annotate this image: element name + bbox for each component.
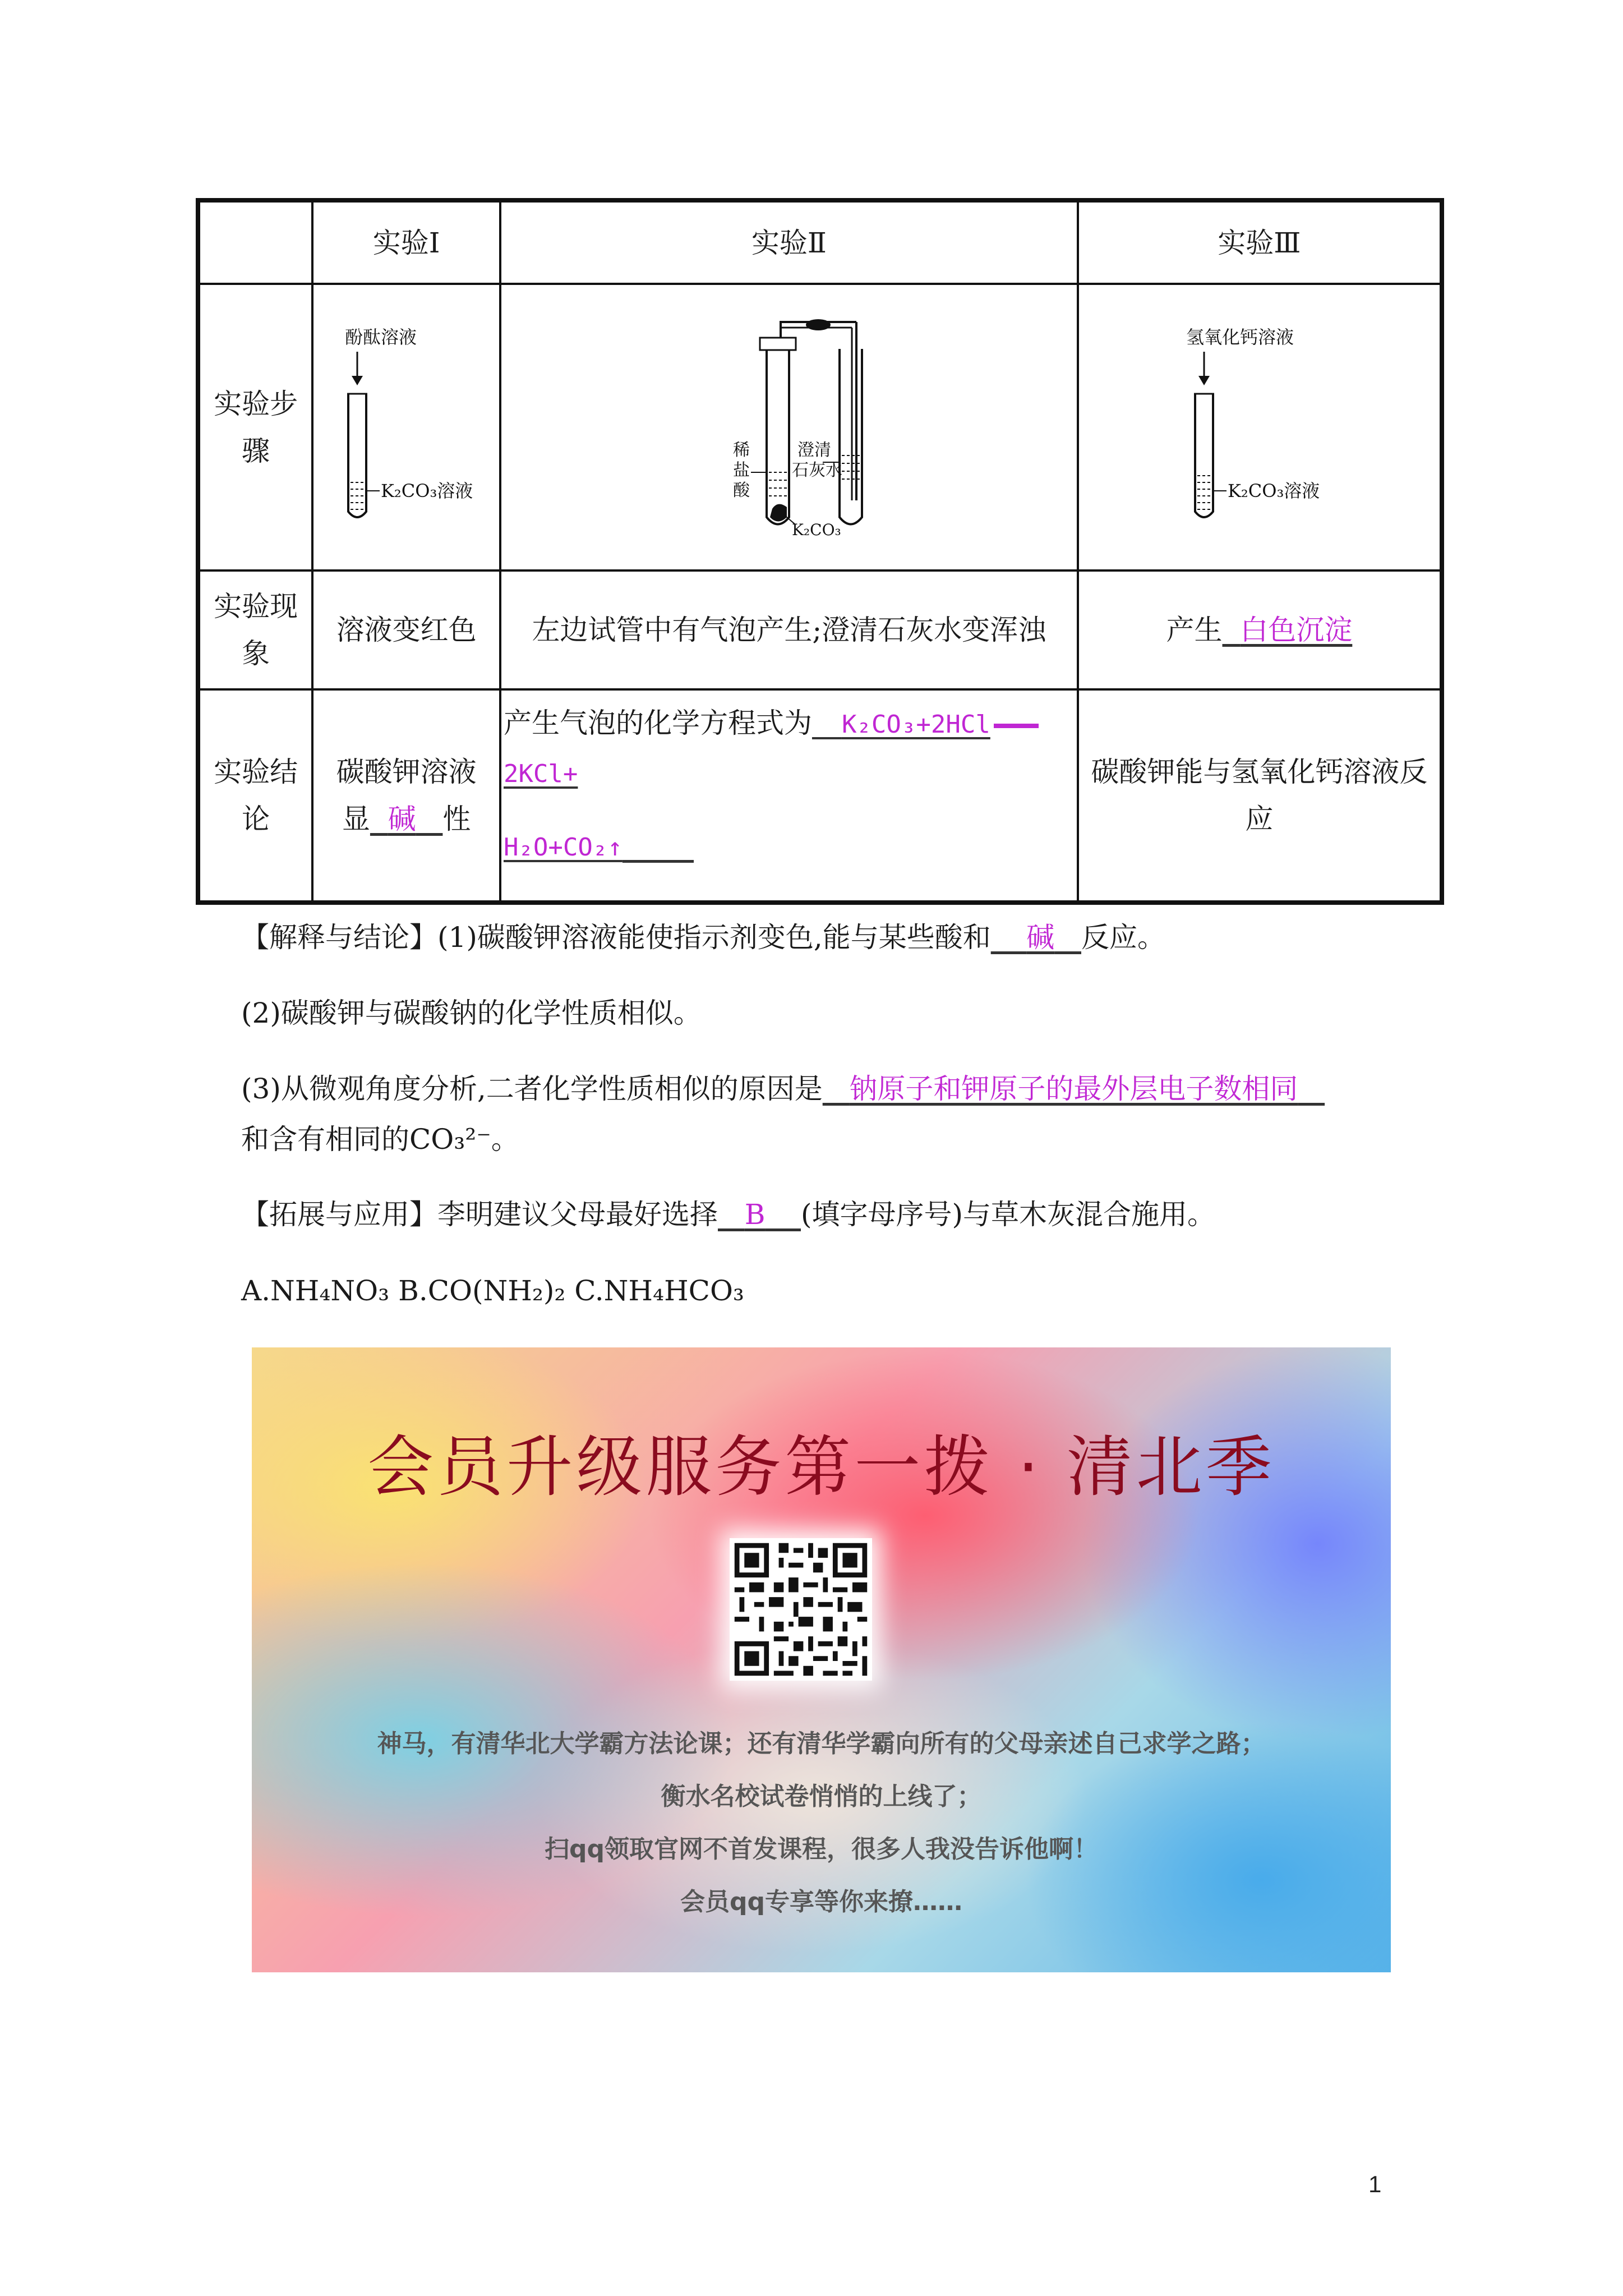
equals-sign-bar — [994, 724, 1039, 728]
paragraph-explanation-3-line2 — [241, 1120, 519, 1159]
paragraph-explanation-2: (2)碳酸钾与碳酸钠的化学性质相似。 — [241, 997, 702, 1029]
paragraph-explanation-3 — [241, 1069, 1325, 1108]
row-label-steps-text: 实验步骤 — [214, 387, 298, 467]
p1-suffix: 反应。 — [1081, 921, 1165, 954]
equation-line-3 — [504, 821, 1075, 872]
answer-base — [991, 921, 1081, 954]
figure-label-reagent: 酚酞溶液 — [344, 326, 417, 348]
header-exp1: 实验Ⅰ — [312, 200, 500, 284]
answer-choice — [718, 1198, 801, 1231]
answer-white-precipitate — [1223, 614, 1353, 646]
figure-label-acid: 稀盐酸 — [732, 440, 750, 500]
conclusion-exp2 — [500, 689, 1078, 903]
conclusion-exp1-line1: 碳酸钾溶液 — [336, 756, 477, 788]
conclusion-exp1-suffix: 性 — [442, 803, 471, 835]
header-empty — [198, 200, 312, 284]
figure-label-limewater: 澄清石灰水 — [791, 440, 842, 480]
conclusion-exp3: 碳酸钾能与氢氧化钙溶液反应 — [1078, 689, 1442, 903]
row-label-phenomena — [198, 570, 312, 689]
test-tube-phenolphthalein-figure — [322, 321, 491, 534]
banner-line: 衡水名校试卷悄悄的上线了； — [661, 1782, 982, 1811]
table-row-steps — [198, 284, 1442, 570]
p3-line2: 和含有相同的 — [241, 1123, 409, 1156]
table-header-row — [198, 200, 1442, 284]
answer-equation-part2: 2KCl+ — [503, 760, 578, 788]
figure-label-solution: K₂CO₃溶液 — [380, 480, 473, 501]
equation-line-1 — [504, 698, 1075, 749]
promo-banner[interactable] — [252, 1347, 1391, 1972]
figure-cell-exp2 — [500, 284, 1078, 570]
phenomenon-exp3-prefix: 产生 — [1166, 614, 1223, 646]
row-label-phenomena-text: 实验现象 — [214, 590, 298, 670]
answer-outer-electrons-text: 钠原子和钾原子的最外层电子数相同 — [849, 1073, 1298, 1105]
figure-label-solution3: K₂CO₃溶液 — [1228, 480, 1320, 501]
figure-label-reagent3: 氢氧化钙溶液 — [1186, 326, 1294, 348]
conclusion-exp2-prefix: 产生气泡的化学方程式为 — [503, 707, 812, 739]
p3-prefix: (3)从微观角度分析,二者化学性质相似的原因是 — [241, 1073, 823, 1105]
paragraph-explanation-1 — [241, 918, 1165, 957]
gas-generation-apparatus-figure — [688, 315, 890, 540]
phenomenon-exp2: 左边试管中有气泡产生;澄清石灰水变浑浊 — [500, 570, 1078, 689]
figure-cell-exp1 — [312, 284, 500, 570]
paragraph-application — [241, 1195, 1215, 1234]
row-label-steps — [198, 284, 312, 570]
page-number: 1 — [1368, 2171, 1382, 2197]
p4-suffix: (填字母序号)与草木灰混合施用。 — [801, 1198, 1216, 1231]
answer-equation-part1-text: K₂CO₃+2HCl — [841, 710, 990, 739]
conclusion-exp1 — [312, 689, 500, 903]
qr-code-icon[interactable] — [730, 1538, 872, 1681]
answer-base-text: 碱 — [1026, 921, 1055, 954]
figure-cell-exp3 — [1078, 284, 1442, 570]
banner-line: 神马，有清华北大学霸方法论课；还有清华学霸向所有的父母亲述自己求学之路； — [377, 1729, 1266, 1758]
answer-alkaline-text: 碱 — [388, 803, 416, 835]
phenomenon-exp3 — [1078, 570, 1442, 689]
answer-equation-part3: H₂O+CO₂↑ — [503, 833, 623, 862]
table-row-conclusions — [198, 689, 1442, 903]
p3-end: 。 — [491, 1123, 519, 1156]
answer-outer-electrons — [823, 1073, 1325, 1105]
banner-line: 扫qq领取官网不首发课程，很多人我没告诉他啊！ — [545, 1835, 1098, 1864]
answer-options: A.NH₄NO₃ B.CO(NH₂)₂ C.NH₄HCO₃ — [241, 1274, 744, 1307]
answer-alkaline — [370, 803, 442, 835]
header-exp2: 实验Ⅱ — [500, 200, 1078, 284]
header-exp3: 实验Ⅲ — [1078, 200, 1442, 284]
banner-line: 会员qq专享等你来撩…… — [680, 1888, 962, 1916]
row-label-conclusions-text: 实验结论 — [214, 756, 298, 835]
equation-blank-tail — [623, 830, 694, 862]
answer-choice-text: B — [744, 1198, 766, 1231]
answer-equation-part1 — [812, 710, 1039, 739]
qr-code-graphic — [730, 1538, 872, 1681]
phenomenon-exp1: 溶液变红色 — [312, 570, 500, 689]
carbonate-ion: CO₃²⁻ — [409, 1123, 491, 1156]
banner-text-lines — [252, 1718, 1391, 1929]
banner-title: 会员升级服务第一拨 · 清北季 — [367, 1428, 1275, 1506]
experiment-table — [196, 198, 1444, 905]
p4-prefix: 【拓展与应用】李明建议父母最好选择 — [241, 1198, 718, 1231]
conclusion-exp1-prefix: 显 — [342, 803, 370, 835]
figure-label-solid: K₂CO₃ — [791, 520, 841, 539]
row-label-conclusions — [198, 689, 312, 903]
table-row-phenomena — [198, 570, 1442, 689]
answer-white-precipitate-text: 白色沉淀 — [1240, 614, 1353, 646]
test-tube-calcium-hydroxide-figure — [1169, 321, 1349, 534]
p1-prefix: 【解释与结论】(1)碳酸钾溶液能使指示剂变色,能与某些酸和 — [241, 921, 991, 954]
